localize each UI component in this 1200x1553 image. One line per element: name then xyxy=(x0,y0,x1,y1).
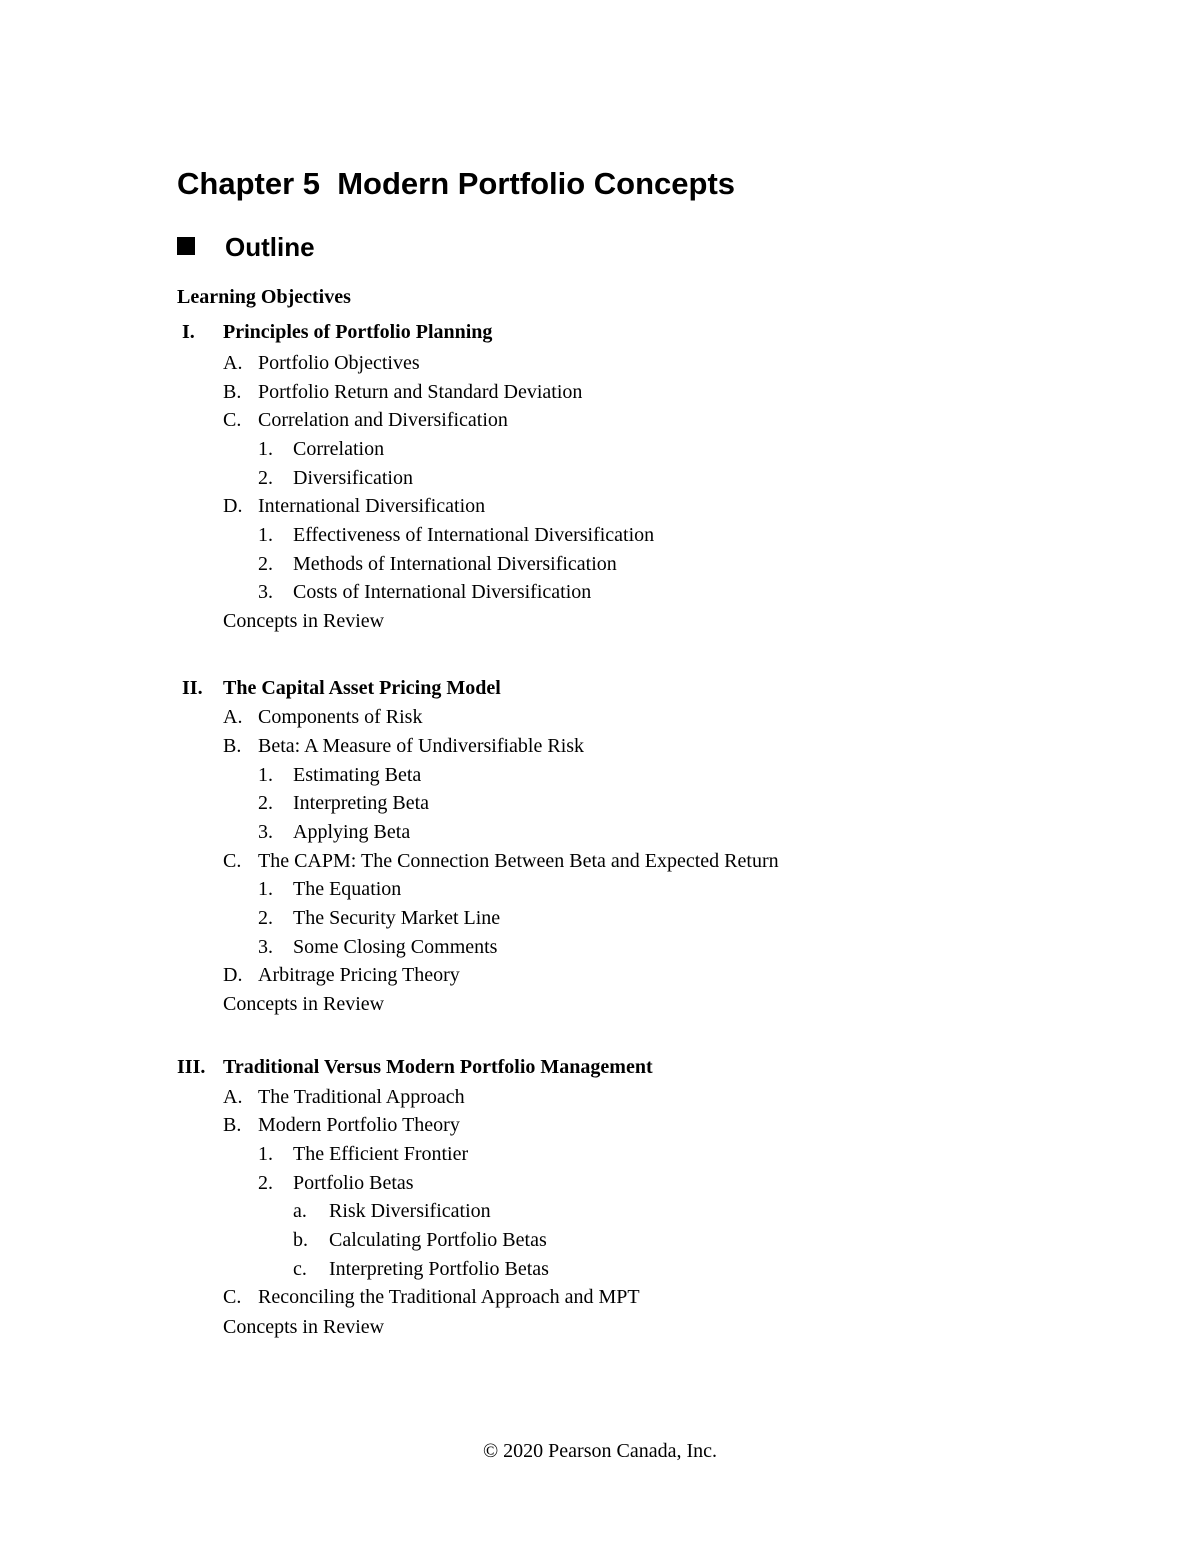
outline-subitem: Portfolio Betas xyxy=(293,1172,414,1194)
outline-label: A. xyxy=(223,1086,243,1108)
outline-label: 2. xyxy=(258,792,273,814)
section-title: Traditional Versus Modern Portfolio Management xyxy=(223,1056,653,1078)
copyright-footer: © 2020 Pearson Canada, Inc. xyxy=(482,1440,718,1462)
outline-label: 2. xyxy=(258,553,273,575)
outline-label: A. xyxy=(223,706,243,728)
outline-label: D. xyxy=(223,495,243,517)
outline-item: Beta: A Measure of Undiversifiable Risk xyxy=(258,735,585,757)
outline-subitem: Interpreting Beta xyxy=(293,792,430,814)
outline-label: 2. xyxy=(258,467,273,489)
outline-label: 3. xyxy=(258,821,273,843)
outline-subitem: Effectiveness of International Diversification xyxy=(293,524,655,546)
outline-label: a. xyxy=(293,1200,307,1222)
outline-subitem: Costs of International Diversification xyxy=(293,581,592,603)
outline-label: B. xyxy=(223,1114,242,1136)
outline-label: D. xyxy=(223,964,243,986)
outline-label: c. xyxy=(293,1258,307,1280)
outline-label: A. xyxy=(223,352,243,374)
outline-item: Portfolio Return and Standard Deviation xyxy=(258,381,583,403)
outline-subitem: Estimating Beta xyxy=(293,764,422,786)
section-num: I. xyxy=(182,321,195,343)
outline-label: 1. xyxy=(258,524,273,546)
outline-label: B. xyxy=(223,381,242,403)
outline-heading xyxy=(177,232,315,263)
outline-item: Reconciling the Traditional Approach and MPT xyxy=(258,1286,640,1308)
outline-label: C. xyxy=(223,1286,242,1308)
outline-label: C. xyxy=(223,409,242,431)
outline-label: b. xyxy=(293,1229,308,1251)
outline-item: The CAPM: The Connection Between Beta and Expected Return xyxy=(258,850,779,872)
outline-label: 2. xyxy=(258,1172,273,1194)
outline-subitem: Applying Beta xyxy=(293,821,411,843)
outline-subitem: Diversification xyxy=(293,467,413,489)
outline-label: 2. xyxy=(258,907,273,929)
outline-subsubitem: Risk Diversification xyxy=(329,1200,491,1222)
outline-label: 3. xyxy=(258,581,273,603)
outline-subsubitem: Interpreting Portfolio Betas xyxy=(329,1258,549,1280)
outline-subitem: The Equation xyxy=(293,878,402,900)
outline-subitem: The Efficient Frontier xyxy=(293,1143,469,1165)
learning-objectives: Learning Objectives xyxy=(177,286,351,308)
outline-item: Components of Risk xyxy=(258,706,423,728)
square-bullet-icon xyxy=(177,237,195,255)
section-title: Principles of Portfolio Planning xyxy=(223,321,493,343)
outline-item: The Traditional Approach xyxy=(258,1086,465,1108)
outline-label: 1. xyxy=(258,764,273,786)
concepts-in-review: Concepts in Review xyxy=(223,993,385,1015)
outline-label: 3. xyxy=(258,936,273,958)
outline-label: 1. xyxy=(258,438,273,460)
outline-subitem: Methods of International Diversification xyxy=(293,553,617,575)
outline-subitem: Some Closing Comments xyxy=(293,936,498,958)
section-num: III. xyxy=(177,1056,206,1078)
outline-subitem: Correlation xyxy=(293,438,385,460)
outline-item: International Diversification xyxy=(258,495,486,517)
outline-subsubitem: Calculating Portfolio Betas xyxy=(329,1229,547,1251)
concepts-in-review: Concepts in Review xyxy=(223,610,385,632)
outline-label: 1. xyxy=(258,878,273,900)
section-title: The Capital Asset Pricing Model xyxy=(223,677,501,699)
outline-label: B. xyxy=(223,735,242,757)
outline-label: C. xyxy=(223,850,242,872)
concepts-in-review: Concepts in Review xyxy=(223,1316,385,1338)
section-num: II. xyxy=(182,677,203,699)
outline-item: Arbitrage Pricing Theory xyxy=(258,964,460,986)
outline-label: 1. xyxy=(258,1143,273,1165)
outline-item: Portfolio Objectives xyxy=(258,352,420,374)
outline-item: Modern Portfolio Theory xyxy=(258,1114,460,1136)
chapter-title: Chapter 5 Modern Portfolio Concepts xyxy=(177,166,736,201)
outline-heading-text: Outline xyxy=(225,232,315,262)
outline-subitem: The Security Market Line xyxy=(293,907,501,929)
outline-item: Correlation and Diversification xyxy=(258,409,508,431)
